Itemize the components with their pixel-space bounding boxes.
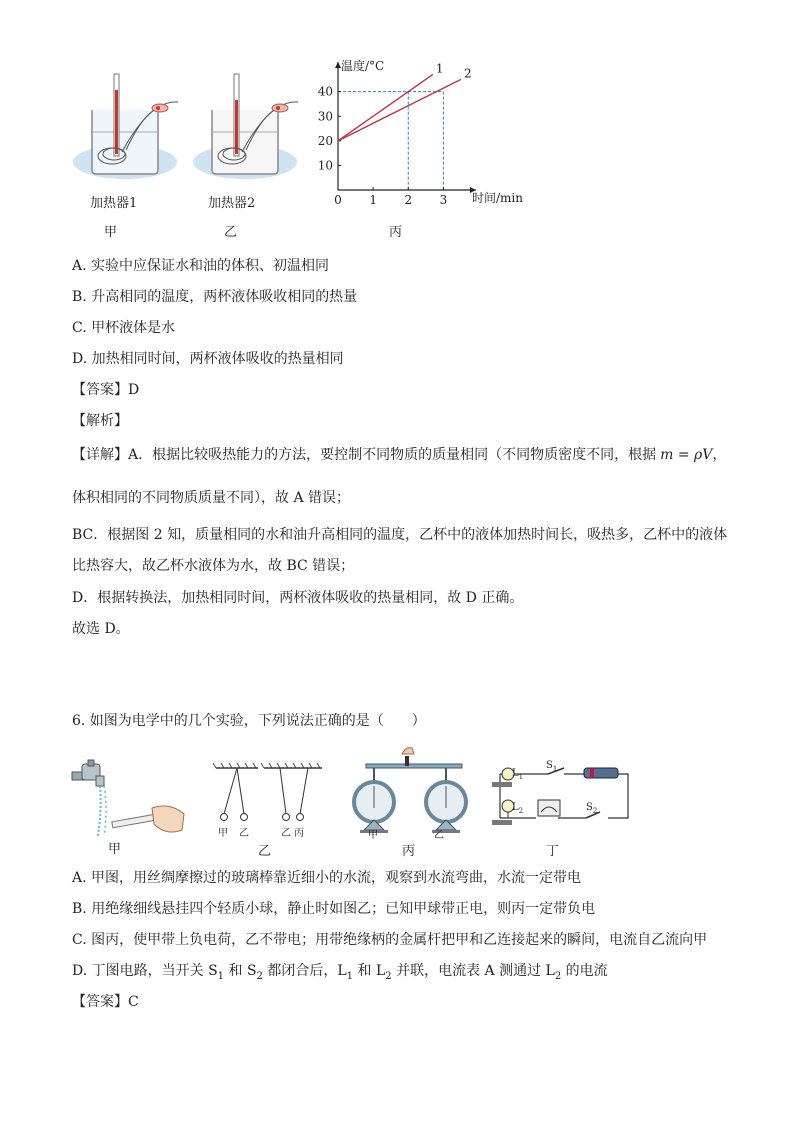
q5-detail-line3: BC．根据图 2 知，质量相同的水和油升高相同的温度，乙杯中的液体加热时间长，吸热多，乙杯中的液体 [72,527,728,543]
q5-analysis-label: 【解析】 [72,413,128,429]
y-tick-label: 40 [317,84,333,99]
x-tick-label: 3 [439,193,448,207]
x-tick-label: 1 [369,193,377,207]
q6-option-d: D. 丁图电路，当开关 $S_1$ 和 $S_2$ 都闭合后，$L_1$ 和 $L_2$ 并联，电流表 A 测通过 $L_2$ 的电流 [72,963,608,982]
heater2-caption: 加热器2 [208,196,256,211]
faucet-water-figure [70,758,190,840]
detail-label: 【详解】 [72,447,128,463]
answer-value: C [128,994,139,1010]
q6-stem: 6. 如图为电学中的几个实验，下列说法正确的是（ ） [72,713,426,729]
q6-option-c: C. 图丙，使甲带上负电荷，乙不带电；用带绝缘柄的金属杆把甲和乙连接起来的瞬间，电流自乙流向甲 [72,932,708,948]
series-line-1 [338,74,433,140]
q5-detail-line1 [72,445,726,465]
beaker-figure-jia [70,70,190,190]
y-axis-label: 温度/°C [341,59,385,73]
ball-label-yi: 乙 [239,828,249,839]
q5-option-a: A. 实验中应保证水和油的体积、初温相同 [72,258,330,274]
q5-answer [72,380,139,400]
q5-detail-line2: 体积相同的不同物质质量不同），故 A 错误； [72,490,351,506]
temperature-time-chart [310,59,523,212]
q6-fig-bing-caption: 丙 [402,844,416,859]
label-S2: $S_2$ [586,802,598,815]
fig-bing-caption: 丙 [389,225,403,240]
fig-jia-caption: 甲 [104,225,118,240]
answer-value: D [128,382,140,398]
electroscope-label-jia: 甲 [368,830,378,841]
q5-option-d: D. 加热相同时间，两杯液体吸收的热量相同 [72,351,344,367]
detail-text: A．根据比较吸热能力的方法，要控制不同物质的质量相同（不同物质密度不同，根据 [128,447,657,463]
heater1-caption: 加热器1 [90,196,138,211]
answer-label: 【答案】 [72,994,128,1010]
density-formula: m = ρV [660,447,713,463]
q6-fig-ding-caption: 丁 [546,844,560,859]
pendulum-balls-figure [212,762,330,828]
q5-detail-line6: 故选 D。 [72,621,130,637]
q6-fig-yi-caption: 乙 [258,844,272,859]
beaker-figure-yi [190,70,310,190]
q5-detail-line4: 比热容大，故乙杯水液体为水，故 BC 错误； [72,558,355,574]
ball-label-yi2: 乙 [281,828,291,839]
electroscope-label-yi: 乙 [434,830,444,841]
series-line-2 [338,79,461,140]
series-label-1: 1 [435,61,444,76]
x-axis-label: 时间/min [472,191,523,205]
label-L2: $L_2$ [512,802,524,815]
ball-label-bing: 丙 [294,828,304,839]
y-tick-label: 30 [317,109,333,124]
circuit-figure [488,758,636,838]
answer-label: 【答案】 [72,382,128,398]
q6-fig-jia-caption: 甲 [108,842,122,857]
q5-detail-line5: D．根据转换法，加热相同时间，两杯液体吸收的热量相同，故 D 正确。 [72,590,524,606]
label-L1: $L_1$ [512,768,524,781]
y-tick-label: 20 [317,133,333,148]
label-S1: $S_1$ [546,760,558,773]
ball-label-jia: 甲 [218,828,228,839]
series-label-2: 2 [463,66,472,81]
fig-yi-caption: 乙 [224,225,238,240]
q6-answer [72,992,139,1012]
x-tick-label: 2 [404,193,413,207]
detail-comma: ， [712,447,727,463]
y-tick-label: 10 [317,158,333,173]
q5-option-c: C. 甲杯液体是水 [72,320,176,336]
electroscope-figure [350,744,470,834]
q6-option-a: A. 甲图，用丝绸摩擦过的玻璃棒靠近细小的水流，观察到水流弯曲，水流一定带电 [72,870,582,886]
q6-option-b: B. 用绝缘细线悬挂四个轻质小球，静止时如图乙；已知甲球带正电，则丙一定带负电 [72,901,596,917]
q5-option-b: B. 升高相同的温度，两杯液体吸收相同的热量 [72,289,358,305]
x-tick-label: 0 [334,193,342,207]
